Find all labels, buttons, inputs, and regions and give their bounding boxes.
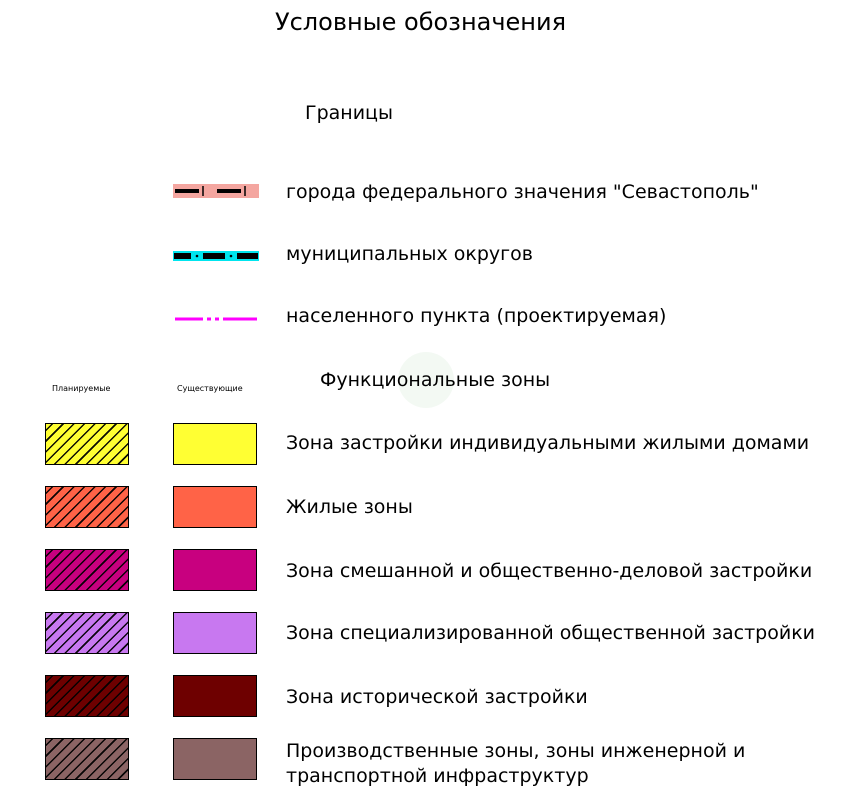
zones-heading: Функциональные зоны	[320, 369, 551, 391]
settlement-boundary-line-icon	[173, 311, 259, 327]
zone-swatch-existing	[173, 549, 257, 591]
zone-swatch-planned	[45, 549, 129, 591]
zone-label-industrial: Производственные зоны, зоны инженерной и	[286, 740, 746, 762]
zone-swatch-existing	[173, 738, 257, 780]
zone-label-specialized-public: Зона специализированной общественной застройки	[286, 622, 816, 644]
zone-swatch-planned	[45, 675, 129, 717]
zone-label-residential: Жилые зоны	[286, 496, 413, 518]
zone-swatch-planned	[45, 423, 129, 465]
zone-swatch-planned	[45, 738, 129, 780]
zone-swatch-existing	[173, 675, 257, 717]
zone-swatch-planned	[45, 612, 129, 654]
zone-swatch-existing	[173, 612, 257, 654]
zone-swatch-existing	[173, 423, 257, 465]
zone-label-industrial-line2: транспортной инфраструктур	[286, 765, 589, 787]
zone-label-historical: Зона исторической застройки	[286, 686, 588, 708]
city-boundary-line-icon	[173, 183, 259, 199]
zone-swatch-existing	[173, 486, 257, 528]
boundary-label-settlement: населенного пункта (проектируемая)	[286, 305, 667, 327]
municipal-boundary-line-icon	[173, 248, 259, 264]
column-label-existing: Существующие	[177, 384, 243, 393]
legend-title: Условные обозначения	[274, 8, 567, 36]
boundaries-heading: Границы	[305, 102, 393, 124]
column-label-planned: Планируемые	[52, 384, 111, 393]
boundary-label-municipal: муниципальных округов	[286, 243, 533, 265]
zone-swatch-planned	[45, 486, 129, 528]
zone-label-individual-housing: Зона застройки индивидуальными жилыми домами	[286, 432, 810, 454]
boundary-label-city: города федерального значения "Севастополь"	[286, 181, 759, 203]
zone-label-mixed-business: Зона смешанной и общественно-деловой застройки	[286, 560, 813, 582]
